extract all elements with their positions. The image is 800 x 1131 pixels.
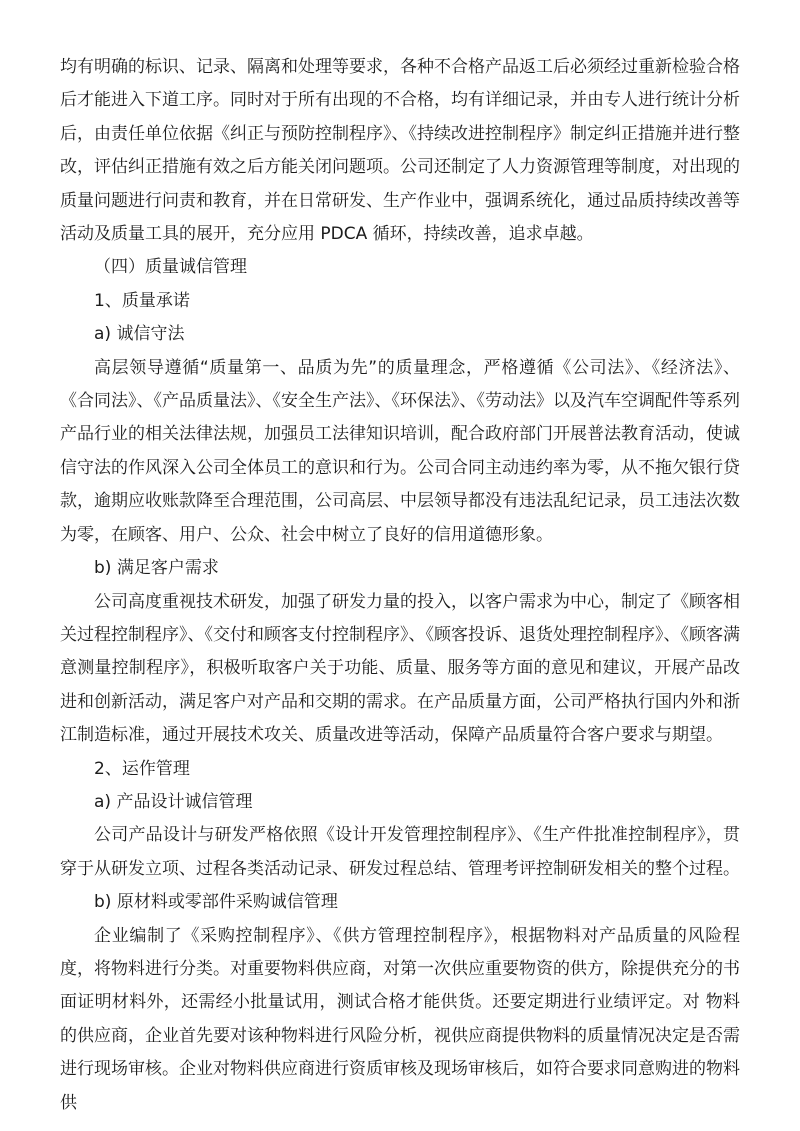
paragraph-body: 公司产品设计与研发严格依照《设计开发管理控制程序》、《生产件批准控制程序》，贯穿于从研发立项、过程各类活动记录、研发过程总结、管理考评控制研发相关的整个过程。 — [60, 825, 740, 879]
numbered-heading: 2、运作管理 — [94, 758, 190, 779]
paragraph-body: 企业编制了《采购控制程序》、《供方管理控制程序》，根据物料对产品质量的风险程度，将物料进行分类。对重要物料供应商，对第一次供应重要物资的供方，除提供充分的书面证明材料外，还需经小批量试用，测试合格才能供货。还要定期进行业绩评定。对 物料的供应商，企业首先要对该种物料进行风险分析，视供应商提供物料的质量情况决定是否需进行现场审核。企业对物料供应商进行资质审核及现场审核后，如符合要求同意购进的物料供 — [60, 925, 740, 1113]
lettered-heading: b) 满足客户需求 — [94, 558, 219, 579]
paragraph-body: 公司高度重视技术研发，加强了研发力量的投入，以客户需求为中心，制定了《顾客相关过程控制程序》、《交付和顾客支付控制程序》、《顾客投诉、退货处理控制程序》、《顾客满意测量控制程序》，积极听取客户关于功能、质量、服务等方面的意见和建议，开展产品改进和创新活动，满足客户对产品和交期的需求。在产品质量方面，公司严格执行国内外和浙江制造标准，通过开展技术攻关、质量改进等活动，保障产品质量符合客户要求与期望。 — [60, 591, 740, 746]
lettered-heading: a) 诚信守法 — [94, 324, 185, 345]
paragraph-body: 高层领导遵循“质量第一、品质为先”的质量理念，严格遵循《公司法》、《经济法》、《合同法》、《产品质量法》、《安全生产法》、《环保法》、《劳动法》以及汽车空调配件等系列产品行业的相关法律法规，加强员工法律知识培训，配合政府部门开展普法教育活动，使诚信守法的作风深入公司全体员工的意识和行为。公司合同主动违约率为零，从不拖欠银行贷款，逾期应收账款降至合理范围，公司高层、中层领导都没有违法乱纪记录，员工违法次数为零，在顾客、用户、公众、社会中树立了良好的信用道德形象。 — [60, 357, 740, 545]
lettered-heading: b) 原材料或零部件采购诚信管理 — [94, 892, 338, 913]
numbered-heading: 1、质量承诺 — [94, 290, 190, 311]
lettered-heading: a) 产品设计诚信管理 — [94, 791, 253, 812]
paragraph-body-continuation: 均有明确的标识、记录、隔离和处理等要求，各种不合格产品返工后必须经过重新检验合格后才能进入下道工序。同时对于所有出现的不合格，均有详细记录，并由专人进行统计分析后，由责任单位依据《纠正与预防控制程序》、《持续改进控制程序》制定纠正措施并进行整改，评估纠正措施有效之后方能关闭问题项。公司还制定了人力资源管理等制度，对出现的质量问题进行问责和教育，并在日常研发、生产作业中，强调系统化，通过品质持续改善等活动及质量工具的展开，充分应用 PDCA 循环，持续改善，追求卓越。 — [60, 57, 740, 245]
section-heading: （四）质量诚信管理 — [94, 257, 247, 278]
